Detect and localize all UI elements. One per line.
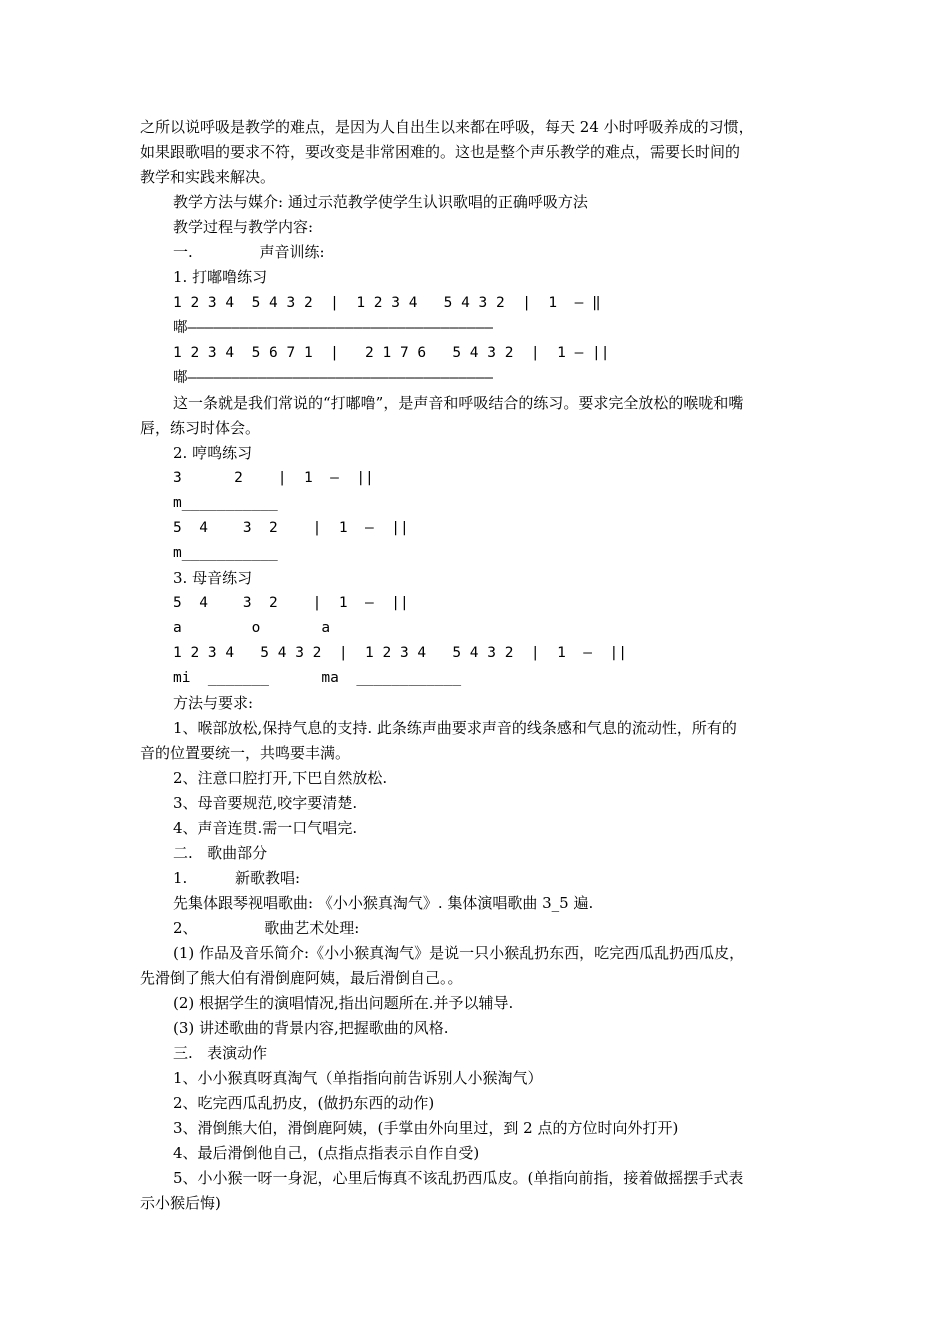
lyric-line: a o a: [173, 620, 331, 636]
paragraph-line: 示小猴后悔): [140, 1194, 221, 1212]
section-heading-1: 一. 声音训练:: [173, 243, 325, 261]
requirements-heading: 方法与要求:: [173, 694, 254, 712]
section-heading-2: 二. 歌曲部分: [173, 844, 268, 862]
notation-line: 3 2 ∣ 1 — ||: [173, 470, 374, 486]
notation-line: 5 4 3 2 ∣ 1 — ||: [173, 520, 409, 536]
list-item: 3、滑倒熊大伯，滑倒鹿阿姨，(手掌由外向里过，到 2 点的方位时向外打开): [173, 1119, 679, 1137]
paragraph-line: 教学和实践来解决。: [140, 168, 276, 186]
list-item: 1、喉部放松,保持气息的支持. 此条练声曲要求声音的线条感和气息的流动性，所有的: [173, 719, 737, 737]
list-item: 3、母音要规范,咬字要清楚.: [173, 794, 358, 812]
list-item: 4、最后滑倒他自己，(点指点指表示自作自受): [173, 1144, 480, 1162]
section-heading-3: 三. 表演动作: [173, 1044, 268, 1062]
teaching-process-heading: 教学过程与教学内容:: [173, 218, 314, 236]
exercise-heading: 1. 打嘟噜练习: [173, 268, 268, 286]
lyric-line: m___________: [173, 545, 278, 561]
notation-line: 1 2 3 4 5 4 3 2 ∣ 1 2 3 4 5 4 3 2 ∣ 1 — ||: [173, 645, 627, 661]
notation-line: 1 2 3 4 5 6 7 1 ∣ 2 1 7 6 5 4 3 2 ∣ 1 — ||: [173, 345, 610, 361]
list-item: 2、注意口腔打开,下巴自然放松.: [173, 769, 388, 787]
list-item: 2、吃完西瓜乱扔皮，(做扔东西的动作): [173, 1094, 435, 1112]
paragraph-line: 如果跟歌唱的要求不符，要改变是非常困难的。这也是整个声乐教学的难点，需要长时间的: [140, 143, 741, 161]
lyric-line: 嘟———————————————————————————————————: [173, 370, 494, 386]
paragraph-line: 先滑倒了熊大伯有滑倒鹿阿姨，最后滑倒自己。。: [140, 969, 463, 987]
paragraph-line: 之所以说呼吸是教学的难点，是因为人自出生以来都在呼吸，每天 24 小时呼吸养成的习惯，: [140, 118, 754, 136]
lyric-line: mi _______ ma ____________: [173, 670, 462, 686]
list-item: (1) 作品及音乐简介:《小小猴真淘气》是说一只小猴乱扔东西，吃完西瓜乱扔西瓜皮，: [173, 944, 745, 962]
subsection-heading: 2、 歌曲艺术处理:: [173, 919, 360, 937]
subsection-heading: 1. 新歌教唱:: [173, 869, 301, 887]
list-item: (3) 讲述歌曲的背景内容,把握歌曲的风格.: [173, 1019, 449, 1037]
notation-line: 5 4 3 2 ∣ 1 — ||: [173, 595, 409, 611]
lyric-line: m___________: [173, 495, 278, 511]
paragraph-line: 这一条就是我们常说的“打嘟噜”，是声音和呼吸结合的练习。要求完全放松的喉咙和嘴: [173, 394, 744, 412]
lyric-line: 嘟———————————————————————————————————: [173, 320, 494, 336]
list-item: 5、小小猴一呀一身泥，心里后悔真不该乱扔西瓜皮。(单指向前指，接着做摇摆手式表: [173, 1169, 744, 1187]
paragraph-line: 先集体跟琴视唱歌曲: 《小小猴真淘气》. 集体演唱歌曲 3_5 遍.: [173, 894, 594, 912]
list-item: 1、小小猴真呀真淘气（单指指向前告诉别人小猴淘气）: [173, 1069, 543, 1087]
teaching-method-line: 教学方法与媒介: 通过示范教学使学生认识歌唱的正确呼吸方法: [173, 193, 588, 211]
list-item: 4、声音连贯.需一口气唱完.: [173, 819, 358, 837]
notation-line: 1 2 3 4 5 4 3 2 ∣ 1 2 3 4 5 4 3 2 ∣ 1 — ‖: [173, 295, 601, 311]
exercise-heading: 2. 哼鸣练习: [173, 444, 253, 462]
paragraph-line: 音的位置要统一，共鸣要丰满。: [140, 744, 351, 762]
exercise-heading: 3. 母音练习: [173, 569, 253, 587]
list-item: (2) 根据学生的演唱情况,指出问题所在.并予以辅导.: [173, 994, 514, 1012]
paragraph-line: 唇，练习时体会。: [140, 419, 261, 437]
